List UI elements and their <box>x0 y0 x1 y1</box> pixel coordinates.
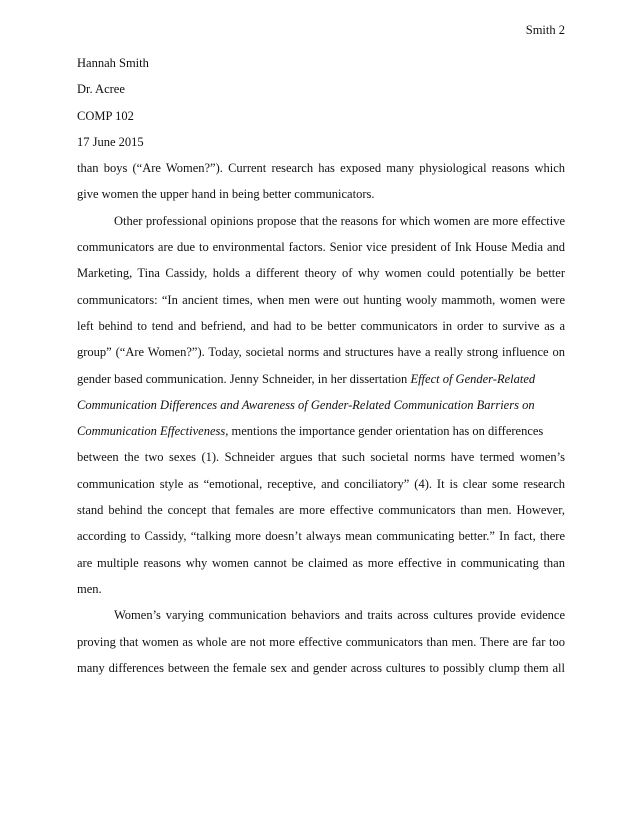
paragraph-line: men. <box>77 581 102 596</box>
running-head: Smith 2 <box>525 23 565 37</box>
line-text: gender based communication. Jenny Schneider, in her dissertation <box>77 371 411 386</box>
paragraph-line: according to Cassidy, “talking more doesn’t always mean communicating better.” In fact, there <box>77 529 565 544</box>
paragraph-line <box>77 366 565 392</box>
dissertation-title: Effect of Gender-Related <box>410 371 536 386</box>
paragraph-line: communication style as “emotional, receptive, and conciliatory” (4). It is clear some research <box>77 476 565 491</box>
dissertation-title: Communication Differences and Awareness of Gender-Related Communication Barriers on <box>77 397 535 412</box>
paragraph-line: than boys (“Are Women?”). Current research has exposed many physiological reasons which <box>77 161 565 176</box>
paragraph-line: many differences between the female sex and gender across cultures to possibly clump them all <box>77 660 565 675</box>
author-name: Hannah Smith <box>77 56 149 70</box>
paragraph-line: Women’s varying communication behaviors and traits across cultures provide evidence <box>114 608 565 623</box>
paragraph-line: are multiple reasons why women cannot be claimed as more effective in communicating than <box>77 555 565 570</box>
paragraph-line: left behind to tend and befriend, and had to be better communicators in order to survive as a <box>77 318 565 333</box>
line-text: mentions the importance gender orientation has on differences <box>228 424 544 439</box>
paragraph-line: Other professional opinions propose that the reasons for which women are more effective <box>114 213 565 228</box>
document-body <box>77 50 565 681</box>
paragraph-line: proving that women as whole are not more effective communicators than men. There are far too <box>77 634 565 649</box>
paragraph-line: stand behind the concept that females are more effective communicators than men. However, <box>77 503 565 518</box>
paragraph-line: communicators are due to environmental factors. Senior vice president of Ink House Media and <box>77 240 565 255</box>
paragraph-line: between the two sexes (1). Schneider argues that such societal norms have termed women’s <box>77 450 565 465</box>
paragraph-line: Marketing, Tina Cassidy, holds a different theory of why women could potentially be better <box>77 266 565 281</box>
instructor-name: Dr. Acree <box>77 82 125 97</box>
paragraph-line: give women the upper hand in being better communicators. <box>77 187 375 202</box>
date: 17 June 2015 <box>77 134 144 149</box>
paragraph-line <box>77 418 565 444</box>
paragraph-line: communicators: “In ancient times, when men were out hunting wooly mammoth, women were <box>77 292 565 307</box>
paragraph-line: group” (“Are Women?”). Today, societal norms and structures have a really strong influence on <box>77 345 565 360</box>
dissertation-title: Communication Effectiveness, <box>77 424 229 439</box>
course-name: COMP 102 <box>77 108 134 123</box>
